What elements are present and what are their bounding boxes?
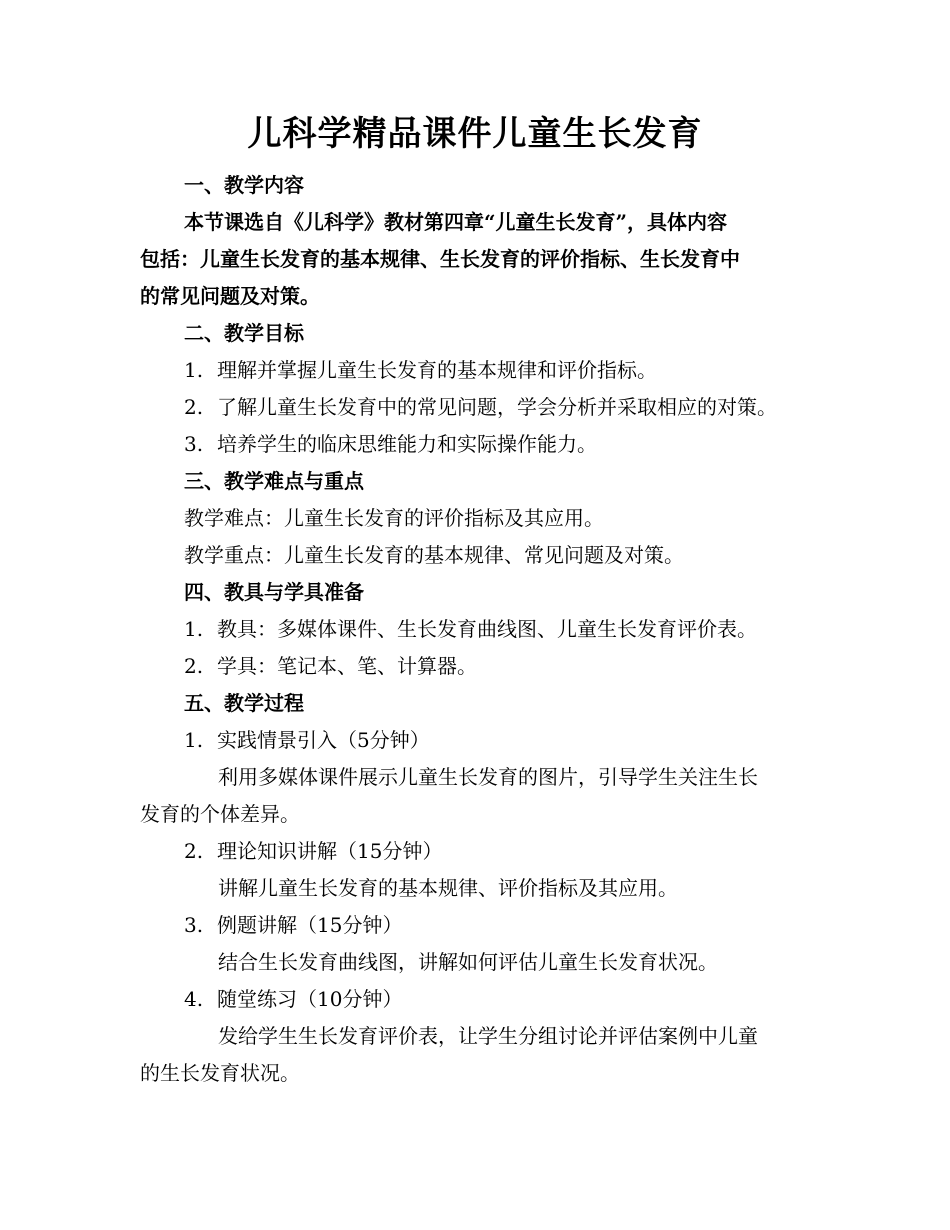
page-title: 儿科学精品课件儿童生长发育: [247, 114, 703, 154]
list-text: 理解并掌握儿童生长发育的基本规律和评价指标。: [217, 358, 657, 382]
list-number: 4.: [184, 987, 204, 1011]
step-description: 发给学生生长发育评价表，让学生分组讨论并评估案例中儿童: [218, 1024, 758, 1048]
section-heading-process: 五、教学过程: [184, 691, 304, 715]
list-item: [184, 611, 757, 648]
step-description: 利用多媒体课件展示儿童生长发育的图片，引导学生关注生长: [218, 765, 758, 789]
list-number: 2.: [184, 654, 204, 678]
list-number: 1.: [184, 617, 204, 641]
paragraph-line: 本节课选自《儿科学》教材第四章“儿童生长发育”，具体内容: [184, 210, 728, 234]
section-heading-objectives: 二、教学目标: [184, 321, 304, 345]
list-number: 1.: [184, 358, 204, 382]
list-number: 2.: [184, 395, 204, 419]
paragraph-line: 教学难点：儿童生长发育的评价指标及其应用。: [184, 506, 604, 530]
list-number: 3.: [184, 913, 204, 937]
step-title-text: 例题讲解（15分钟）: [217, 913, 403, 937]
paragraph-line: 包括：儿童生长发育的基本规律、生长发育的评价指标、生长发育中: [140, 247, 740, 271]
list-item: [184, 352, 657, 389]
step-title: [184, 722, 430, 759]
step-title-text: 随堂练习（10分钟）: [217, 987, 403, 1011]
paragraph-line: 的常见问题及对策。: [140, 284, 320, 308]
step-title: [184, 907, 402, 944]
list-number: 1.: [184, 728, 204, 752]
step-title-text: 实践情景引入（5分钟）: [217, 728, 430, 752]
list-text: 培养学生的临床思维能力和实际操作能力。: [217, 432, 597, 456]
list-item: [184, 389, 777, 426]
section-heading-key-points: 三、教学难点与重点: [184, 469, 364, 493]
step-title: [184, 981, 402, 1018]
step-title-text: 理论知识讲解（15分钟）: [217, 839, 443, 863]
section-heading-tools: 四、教具与学具准备: [184, 580, 364, 604]
step-description: 的生长发育状况。: [140, 1061, 300, 1085]
step-title: [184, 833, 442, 870]
section-heading-content: 一、教学内容: [184, 173, 304, 197]
list-text: 教具：多媒体课件、生长发育曲线图、儿童生长发育评价表。: [217, 617, 757, 641]
list-item: [184, 426, 597, 463]
step-description: 发育的个体差异。: [140, 802, 300, 826]
paragraph-line: 教学重点：儿童生长发育的基本规律、常见问题及对策。: [184, 543, 684, 567]
list-text: 了解儿童生长发育中的常见问题，学会分析并采取相应的对策。: [217, 395, 777, 419]
list-text: 学具：笔记本、笔、计算器。: [217, 654, 477, 678]
step-description: 结合生长发育曲线图，讲解如何评估儿童生长发育状况。: [218, 950, 718, 974]
list-number: 2.: [184, 839, 204, 863]
list-number: 3.: [184, 432, 204, 456]
step-description: 讲解儿童生长发育的基本规律、评价指标及其应用。: [218, 876, 678, 900]
list-item: [184, 648, 477, 685]
